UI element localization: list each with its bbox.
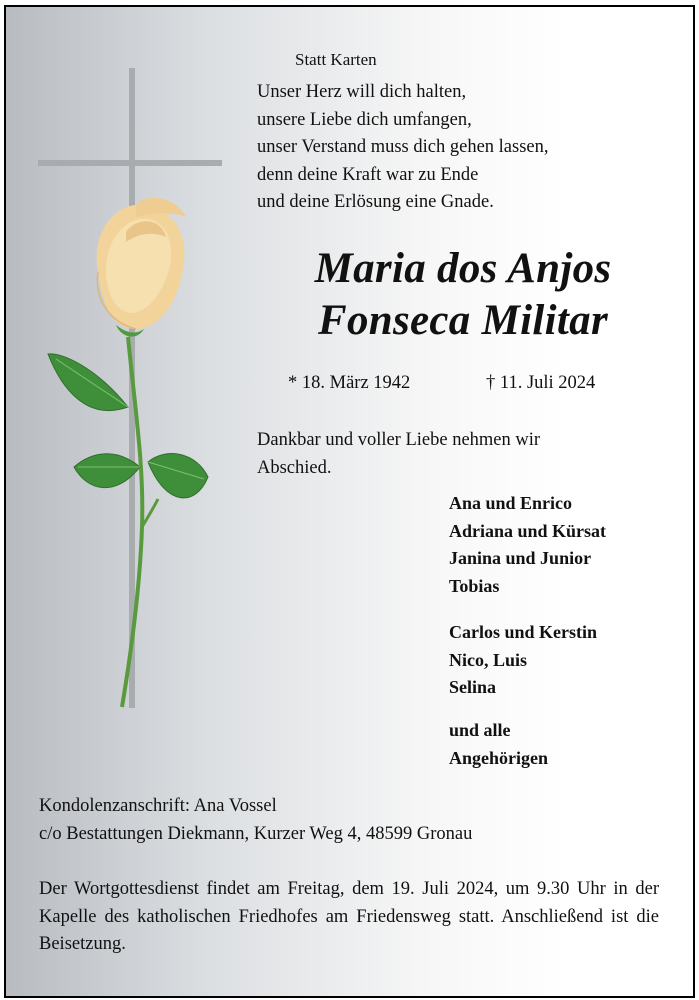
deceased-name [253,243,673,347]
family-member: Janina und Junior [449,548,592,568]
poem-line: unsere Liebe dich umfangen, [257,109,472,130]
thanks-text [257,427,657,482]
thanks-line: Dankbar und voller Liebe nehmen wir [257,430,541,450]
family-member: Angehörigen [449,747,548,768]
intro-text: Statt Karten [295,50,377,69]
family-member: Ana und Enrico [449,493,573,513]
family-member: Selina [449,677,497,697]
poem [257,79,549,217]
condolence-address [39,793,472,848]
service-text: Der Wortgottesdienst findet am Freitag, dem 19. Juli 2024, um 9.30 Uhr in der Kapelle des katholischen Friedhofes am Friedensweg statt. Anschließend ist die Beisetzung. [39,879,659,954]
family-group-2 [449,619,597,702]
poem-line: unser Verstand muss dich gehen lassen, [257,137,549,157]
name-line-2: Fonseca Militar [317,297,608,344]
cross-and-rose-icon [36,67,236,717]
condolence-line-1: Kondolenzanschrift: Ana Vossel [39,796,277,816]
poem-line: und deine Erlösung eine Gnade. [257,192,494,212]
family-member: Nico, Luis [449,649,528,670]
family-group-1 [449,490,606,600]
family-member: Tobias [449,575,500,596]
death-date: † 11. Juli 2024 [486,373,596,393]
family-member: und alle [449,720,511,740]
family-group-3 [449,717,548,772]
family-member: Adriana und Kürsat [449,520,607,541]
cross-icon [38,68,222,708]
condolence-line-2: c/o Bestattungen Diekmann, Kurzer Weg 4, 48599 Gronau [39,823,473,844]
family-member: Carlos und Kerstin [449,622,598,642]
poem-line: Unser Herz will dich halten, [257,82,467,102]
thanks-line: Abschied. [257,457,332,478]
poem-line: denn deine Kraft war zu Ende [257,164,479,185]
obituary-card [4,5,695,998]
birth-date: * 18. März 1942 [288,373,411,393]
name-line-1: Maria dos Anjos [314,245,612,292]
rose-icon [48,198,208,707]
